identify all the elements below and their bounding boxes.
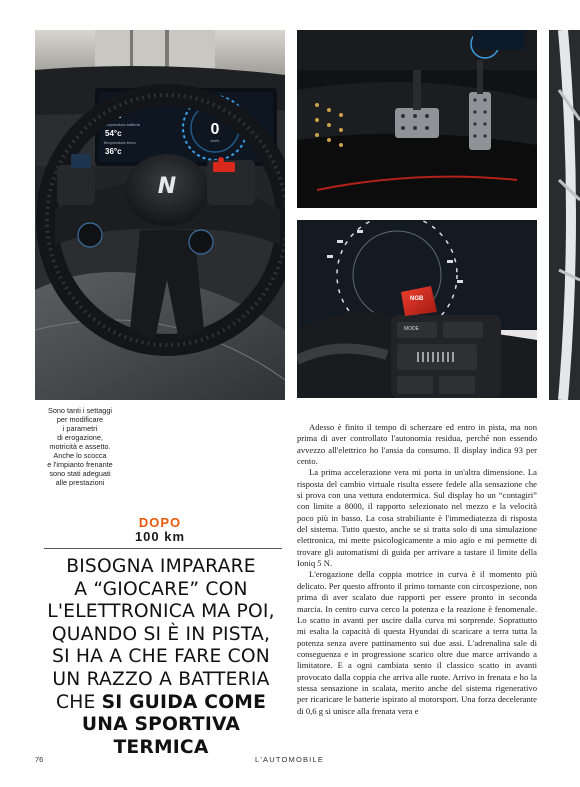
caption-line: alle prestazioni: [55, 478, 105, 487]
pull-quote-line: SI HA A CHE FARE CON: [52, 646, 270, 668]
pull-quote-line: [35, 692, 287, 715]
ngb-label: NGB: [410, 296, 424, 302]
mode-label: MODE: [404, 326, 419, 332]
pull-quote-line: A “GIOCARE” CON: [74, 578, 248, 600]
pull-quote: [35, 556, 287, 759]
pull-quote-line: QUANDO SI È IN PISTA,: [51, 623, 271, 645]
pull-quote-plain: CHE: [55, 691, 102, 713]
article-paragraph: La prima accelerazione vera mi porta in un'altra dimensione. La risposta del cambio virtuale risulta essere fedele alla sensazione che si prova con una vettura endotermica. Sul display ho un “contagiri” con limite a 8000, il rapporto selezionato nel mezzo e la velocità poco più in basso. La cosa strabiliante è l'immediatezza di risposta del sistema. Tutto questo, anche se si tratta solo di una simulazione elettronica, mi mette psicologicamente a mio agio e mi permette di trovare gli automatismi di guida per arrivare a tastare il limite della Ioniq 5 N.: [297, 467, 537, 569]
wheel-rim-photo: [549, 30, 580, 400]
pull-quote-emphasis: SI GUIDA COME: [101, 691, 267, 713]
temp-battery: 54°c: [105, 129, 122, 138]
temp-brake: 36°c: [105, 147, 122, 156]
steering-wheel-photo: [35, 30, 285, 400]
caption-line: di erogazione,: [57, 433, 103, 442]
temp-label-battery: Temperatura batteria: [103, 122, 140, 127]
pull-quote-line: UN RAZZO A BATTERIA: [52, 668, 270, 690]
article-body: [297, 422, 537, 717]
kicker-label: DOPO: [138, 515, 182, 530]
caption-line: per modificare: [56, 415, 104, 424]
divider: [44, 548, 282, 549]
caption-line: motricità e assetto.: [49, 442, 111, 451]
section-kicker: [35, 516, 285, 544]
pull-quote-line: BISOGNA IMPARARE: [66, 556, 256, 577]
pedals-photo: [297, 30, 537, 208]
caption-line: Sono tanti i settaggi: [47, 406, 113, 415]
speed-unit: km/h: [210, 138, 220, 143]
speed-readout: 0: [210, 121, 220, 138]
hyundai-n-logo: N: [157, 174, 177, 199]
page-number: 76: [35, 755, 44, 764]
caption-line: i parametri: [62, 424, 98, 433]
magazine-name: L'AUTOMOBILE: [255, 755, 325, 764]
caption-line: Anche lo scocca: [53, 451, 107, 460]
paddle-shifter-photo: [297, 220, 537, 398]
pull-quote-line: L'ELETTRONICA MA POI,: [47, 601, 275, 623]
caption-line: e l'impianto frenante: [47, 460, 113, 469]
article-paragraph: Adesso è finito il tempo di scherzare ed entro in pista, ma non prima di aver controllato l'autonomia residua, perché non essendo avvezzo all'elettrico ho l'ansia da consumo. Il display indica 93 per cento.: [297, 422, 537, 467]
temp-label-brake: Temperatura freno: [103, 140, 136, 145]
temp-label-engine: Temperatura motore: [103, 104, 140, 109]
article-paragraph: L'erogazione della coppia motrice in curva è il momento più delicato. Per questo affronto il primo tornante con circospezione, non prima di aver scalato due rapporti per essere pronto in seconda marcia. In centro curva cerco la potenza e la reazione è fenomenale. Lo scatto in avanti per uscire dalla curva mi sorprende. Soprattutto mi esalta la capacità di questa Hyundai di scaricare a terra tutta la potenza senza avere pattinamento sui due assi. L'adrenalina sale di conseguenza e in progressione scarico oltre due marce arrivando a limitatore. E a ogni cambiata sento il classico scatto in avanti provocato dalla coppia che arriva alle ruote. Arrivo in frenata e ho la stessa sensazione in scalata, merito anche del sistema rigenerativo per ricaricare le batterie ispirato al motorsport. Una forza decelerante di 0,6 g si unisce alla frenata vera e: [297, 569, 537, 716]
kicker-distance: 100 km: [134, 529, 186, 544]
photo-caption: [35, 406, 125, 487]
temp-engine: 49°c: [105, 111, 122, 120]
pull-quote-emphasis: UNA SPORTIVA TERMICA: [81, 714, 241, 758]
caption-line: sono stati adeguati: [49, 469, 111, 478]
